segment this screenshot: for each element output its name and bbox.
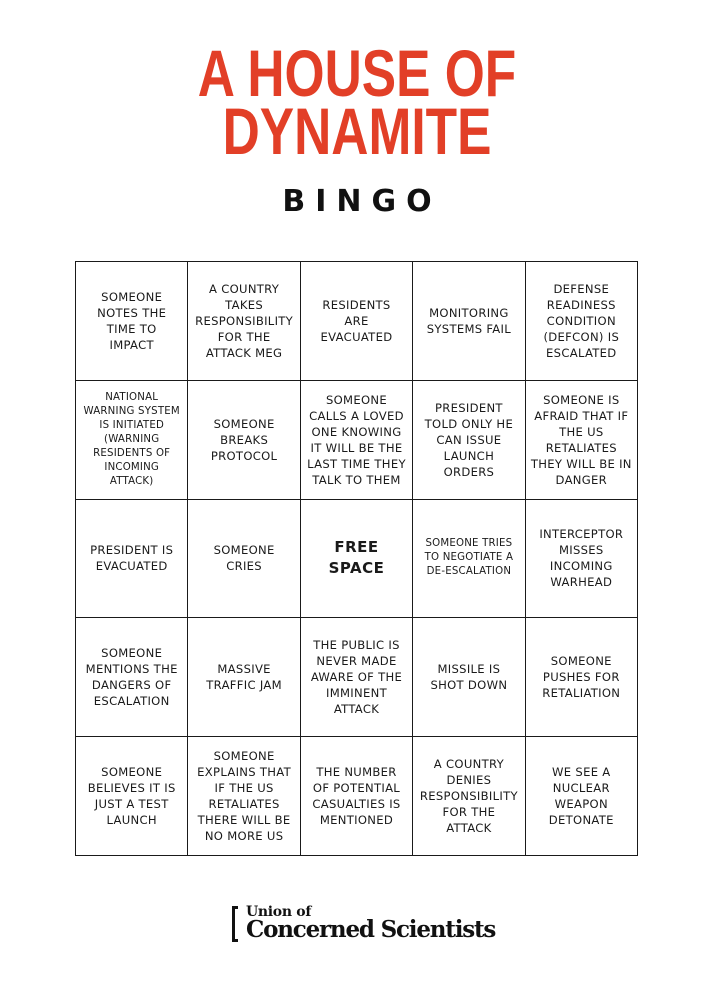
- bingo-cell[interactable]: [526, 500, 638, 619]
- bingo-cell-text: SOMEONE CALLS A LOVED ONE KNOWING IT WILL BE THE LAST TIME THEY TALK TO THEM: [307, 392, 406, 487]
- bingo-cell-text: WE SEE A NUCLEAR WEAPON DETONATE: [548, 765, 614, 828]
- free-space-cell[interactable]: [301, 500, 413, 619]
- bingo-cell[interactable]: [526, 618, 638, 737]
- bingo-cell-text: PRESIDENT TOLD ONLY HE CAN ISSUE LAUNCH ORDERS: [424, 400, 514, 479]
- bingo-cell-text: SOMEONE PUSHES FOR RETALIATION: [542, 654, 621, 701]
- bingo-cell[interactable]: [188, 381, 300, 500]
- bingo-cell[interactable]: [413, 737, 525, 856]
- title-line-1: A HOUSE OF: [197, 36, 517, 110]
- bingo-cell[interactable]: [413, 381, 525, 500]
- bingo-cell[interactable]: [413, 618, 525, 737]
- bingo-cell[interactable]: [76, 262, 188, 381]
- bingo-cell[interactable]: [526, 737, 638, 856]
- logo-text-large: Concerned Scientists: [246, 916, 496, 943]
- bingo-cell[interactable]: [413, 500, 525, 619]
- bingo-cell[interactable]: [188, 500, 300, 619]
- bingo-cell-text: NATIONAL WARNING SYSTEM IS INITIATED (WARNING RESIDENTS OF INCOMING ATTACK): [83, 391, 180, 487]
- bingo-cell-text: SOMEONE EXPLAINS THAT IF THE US RETALIATES THERE WILL BE NO MORE US: [197, 749, 292, 844]
- bingo-cell-text: SOMEONE BELIEVES IT IS JUST A TEST LAUNCH: [87, 765, 176, 828]
- logo-bracket-icon: [232, 906, 238, 942]
- bingo-cell[interactable]: [301, 262, 413, 381]
- bingo-cell[interactable]: [301, 618, 413, 737]
- bingo-cell[interactable]: [188, 618, 300, 737]
- bingo-cell-text: PRESIDENT IS EVACUATED: [90, 543, 174, 574]
- bingo-cell-text: MISSILE IS SHOT DOWN: [430, 662, 508, 693]
- bingo-cell[interactable]: [76, 618, 188, 737]
- bingo-cell[interactable]: [526, 262, 638, 381]
- bingo-cell-text: SOMEONE IS AFRAID THAT IF THE US RETALIATES THEY WILL BE IN DANGER: [530, 392, 632, 487]
- bingo-cell[interactable]: [188, 737, 300, 856]
- bingo-cell[interactable]: [526, 381, 638, 500]
- bingo-cell-text: SOMEONE MENTIONS THE DANGERS OF ESCALATION: [85, 646, 178, 709]
- bingo-cell-text: RESIDENTS ARE EVACUATED: [320, 297, 393, 344]
- logo-text-small: Union of: [246, 904, 312, 920]
- page-title: [79, 36, 636, 168]
- ucs-logo: [232, 904, 512, 944]
- bingo-cell[interactable]: [413, 262, 525, 381]
- bingo-board: [75, 261, 638, 856]
- bingo-cell-text: FREE SPACE: [328, 538, 385, 578]
- bingo-cell-text: THE PUBLIC IS NEVER MADE AWARE OF THE IMMINENT ATTACK: [310, 638, 403, 717]
- bingo-cell-text: SOMEONE NOTES THE TIME TO IMPACT: [97, 289, 167, 352]
- bingo-cell-text: INTERCEPTOR MISSES INCOMING WARHEAD: [539, 527, 624, 590]
- bingo-cell-text: SOMEONE CRIES: [213, 543, 275, 574]
- bingo-cell[interactable]: [301, 737, 413, 856]
- bingo-cell[interactable]: [76, 500, 188, 619]
- bingo-cell-text: A COUNTRY TAKES RESPONSIBILITY FOR THE ATTACK MEG: [195, 281, 294, 360]
- bingo-cell-text: A COUNTRY DENIES RESPONSIBILITY FOR THE ATTACK: [419, 757, 518, 836]
- bingo-cell-text: SOMEONE BREAKS PROTOCOL: [210, 416, 278, 463]
- page-subtitle: BINGO: [282, 184, 442, 219]
- bingo-cell-text: SOMEONE TRIES TO NEGOTIATE A DE-ESCALATION: [424, 538, 514, 578]
- bingo-cell-text: THE NUMBER OF POTENTIAL CASUALTIES IS MENTIONED: [312, 765, 401, 828]
- bingo-cell-text: MASSIVE TRAFFIC JAM: [206, 662, 282, 693]
- bingo-cell[interactable]: [301, 381, 413, 500]
- bingo-cell-text: DEFENSE READINESS CONDITION (DEFCON) IS ESCALATED: [543, 281, 620, 360]
- title-line-2: DYNAMITE: [222, 94, 492, 168]
- bingo-cell[interactable]: [188, 262, 300, 381]
- bingo-cell[interactable]: [76, 737, 188, 856]
- bingo-cell-text: MONITORING SYSTEMS FAIL: [426, 305, 512, 336]
- bingo-cell[interactable]: [76, 381, 188, 500]
